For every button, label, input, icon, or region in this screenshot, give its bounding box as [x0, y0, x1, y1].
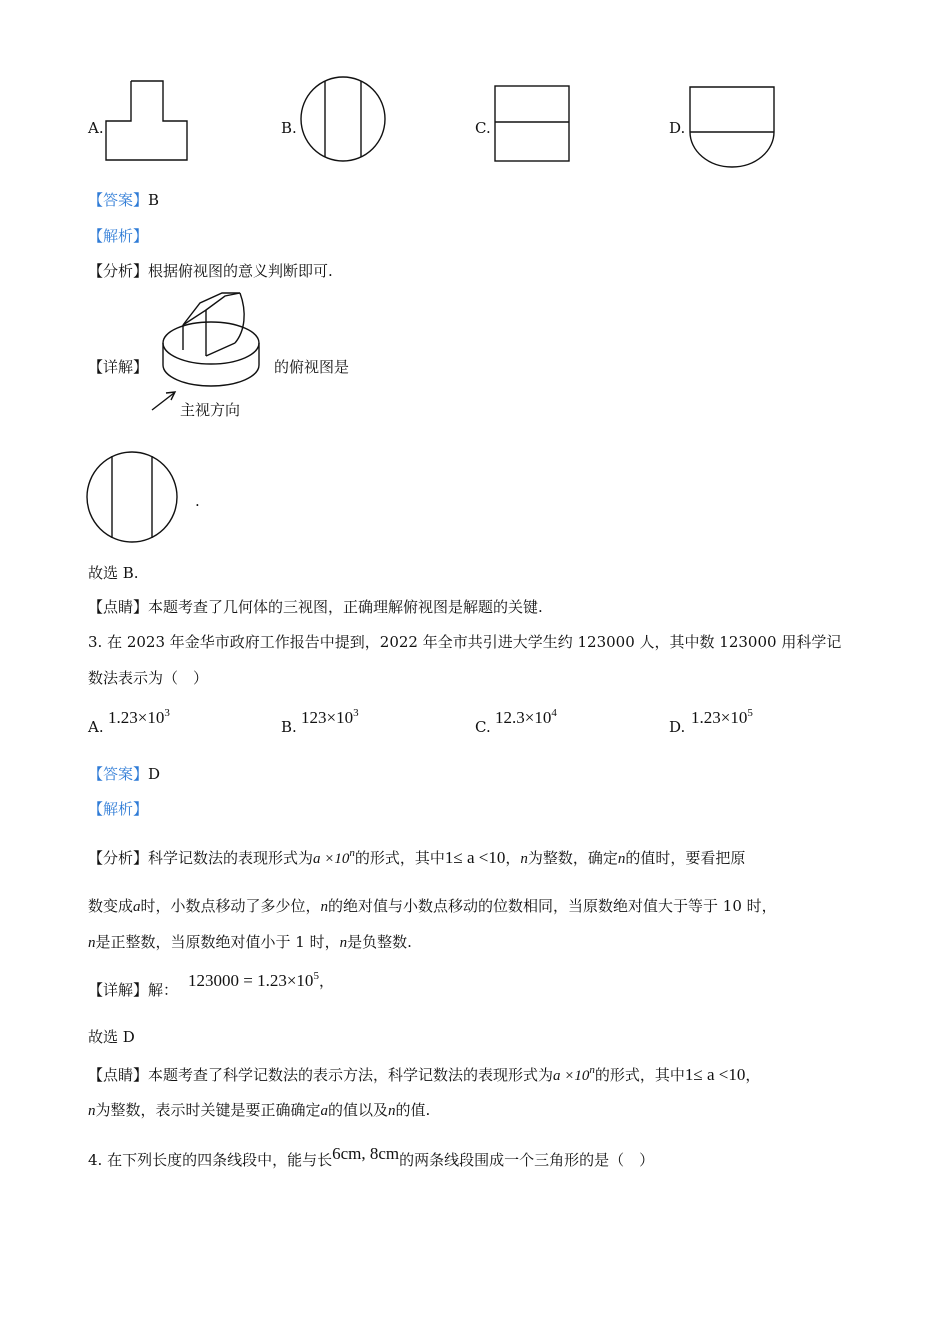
q3-option-c-label: C.	[475, 718, 491, 736]
q3-option-d-label: D.	[669, 718, 686, 736]
dianjing-line2-n1: n	[88, 1103, 96, 1119]
option-a-label: A.	[88, 119, 104, 137]
dianjing-tag: 【点睛】	[88, 1066, 149, 1084]
fenxi-form	[313, 847, 355, 867]
answer-value: B	[148, 191, 160, 209]
fenxi-n1: n	[520, 851, 528, 867]
fenxi-line2-c: 的绝对值与小数点移动的位数相同，当原数绝对值大于等于 10 时，	[328, 897, 777, 915]
fenxi-n2: n	[617, 851, 626, 867]
q3-dianjing-line2	[88, 1103, 430, 1119]
fenxi-range: 1≤ a <10	[444, 848, 506, 867]
q3-dianjing-line1	[88, 1066, 760, 1084]
dianjing-line2-b: 的值以及	[328, 1101, 389, 1119]
q3-option-d-base: 1.23×10	[691, 708, 748, 727]
view-direction-label: 主视方向	[180, 401, 241, 419]
dianjing-b: 的形式，其中	[594, 1066, 685, 1084]
fenxi-line3-a: 是正整数，当原数绝对值小于 1 时，	[95, 933, 340, 951]
fenxi-text-b: 的形式，其中	[354, 849, 445, 867]
xiangjie-comma: ，	[318, 972, 334, 990]
dianjing-range: 1≤ a <10	[684, 1065, 746, 1084]
q2-xiangjie-text: 的俯视图是	[274, 358, 350, 376]
dianjing-text: 本题考查了几何体的三视图，正确理解俯视图是解题的关键.	[148, 598, 543, 616]
q3-fenxi-line2	[88, 899, 777, 915]
q3-option-b-label: B.	[281, 718, 297, 736]
q3-stem-line2: 数法表示为（ ）	[88, 669, 209, 687]
fenxi-line2-n: n	[320, 899, 329, 915]
q2-analysis-tag: 【解析】	[88, 227, 149, 245]
fenxi-line3-n2: n	[339, 935, 348, 951]
xiangjie-text: 解：	[148, 981, 179, 999]
q3-analysis-tag: 【解析】	[88, 800, 149, 818]
xiangjie-math-exp: 5	[313, 970, 319, 982]
option-c-label: C.	[475, 119, 491, 137]
q3-option-c-exp: 4	[551, 707, 557, 719]
fenxi-text: 根据俯视图的意义判断即可.	[148, 262, 333, 280]
fenxi-line2-a: 数变成	[88, 897, 134, 915]
answer-tag: 【答案】	[88, 765, 149, 783]
fenxi-line2-var: a	[133, 899, 141, 915]
q3-choose: 故选 D	[88, 1028, 135, 1046]
q3-option-b-base: 123×10	[301, 708, 354, 727]
q3-xiangjie-math	[188, 972, 334, 989]
dianjing-form-exp: n	[589, 1064, 595, 1076]
q3-option-a-value	[108, 709, 170, 726]
q2-choose: 故选 B.	[88, 564, 139, 582]
q3-option-a-base: 1.23×10	[108, 708, 165, 727]
q4-stem	[88, 1144, 655, 1169]
answer-value: D	[148, 765, 161, 783]
q3-fenxi-line3	[88, 935, 412, 951]
fenxi-text-d: 为整数，确定	[527, 849, 618, 867]
xiangjie-tag: 【详解】	[88, 981, 149, 999]
dianjing-form	[553, 1064, 595, 1084]
fenxi-tag: 【分析】	[88, 262, 149, 280]
dianjing-line2-var: a	[320, 1103, 329, 1119]
top-view-figure	[0, 0, 950, 600]
fenxi-line3-n1: n	[88, 935, 96, 951]
dianjing-tag: 【点睛】	[88, 598, 149, 616]
fenxi-line2-b: 时，小数点移动了多少位，	[140, 897, 321, 915]
fenxi-text-a: 科学记数法的表现形式为	[148, 849, 314, 867]
fenxi-form-base: a ×10	[313, 851, 350, 867]
fenxi-text-e: 的值时，要看把原	[625, 849, 746, 867]
q3-option-d-exp: 5	[747, 707, 753, 719]
q4-stem-b: 的两条线段围成一个三角形的是（ ）	[399, 1151, 655, 1169]
q3-stem-line1: 3. 在 2023 年金华市政府工作报告中提到，2022 年全市共引进大学生约 123000 人，其中数 123000 用科学记	[88, 633, 842, 651]
fenxi-tag: 【分析】	[88, 849, 149, 867]
q2-dianjing	[88, 600, 543, 615]
q3-fenxi-line1	[88, 849, 745, 867]
q3-option-d-value	[691, 709, 753, 726]
q4-stem-a: 4. 在下列长度的四条线段中，能与长	[88, 1151, 333, 1169]
dianjing-c: ，	[745, 1066, 761, 1084]
option-d-label: D.	[669, 119, 686, 137]
dianjing-line2-n2: n	[388, 1103, 396, 1119]
answer-tag: 【答案】	[88, 191, 149, 209]
q3-option-b-exp: 3	[353, 707, 359, 719]
q3-option-c-base: 12.3×10	[495, 708, 552, 727]
top-view-period: .	[195, 492, 200, 510]
fenxi-text-c: ，	[505, 849, 521, 867]
dianjing-a: 本题考查了科学记数法的表示方法，科学记数法的表现形式为	[148, 1066, 554, 1084]
fenxi-line3-b: 是负整数.	[347, 933, 412, 951]
fenxi-form-exp: n	[349, 847, 355, 859]
q3-option-a-label: A.	[88, 718, 104, 736]
q2-xiangjie-tag: 【详解】	[88, 358, 149, 376]
q3-option-b-value	[301, 709, 359, 726]
q3-xiangjie	[88, 983, 178, 998]
dianjing-line2-c: 的值.	[395, 1101, 431, 1119]
q4-stem-math: 6cm, 8cm	[332, 1144, 400, 1163]
option-b-label: B.	[281, 119, 297, 137]
xiangjie-math-base: 123000 = 1.23×10	[188, 971, 314, 990]
dianjing-form-base: a ×10	[553, 1068, 590, 1084]
dianjing-line2-a: 为整数，表示时关键是要正确确定	[95, 1101, 321, 1119]
q3-answer	[88, 767, 160, 782]
q3-option-c-value	[495, 709, 557, 726]
q3-option-a-exp: 3	[164, 707, 170, 719]
